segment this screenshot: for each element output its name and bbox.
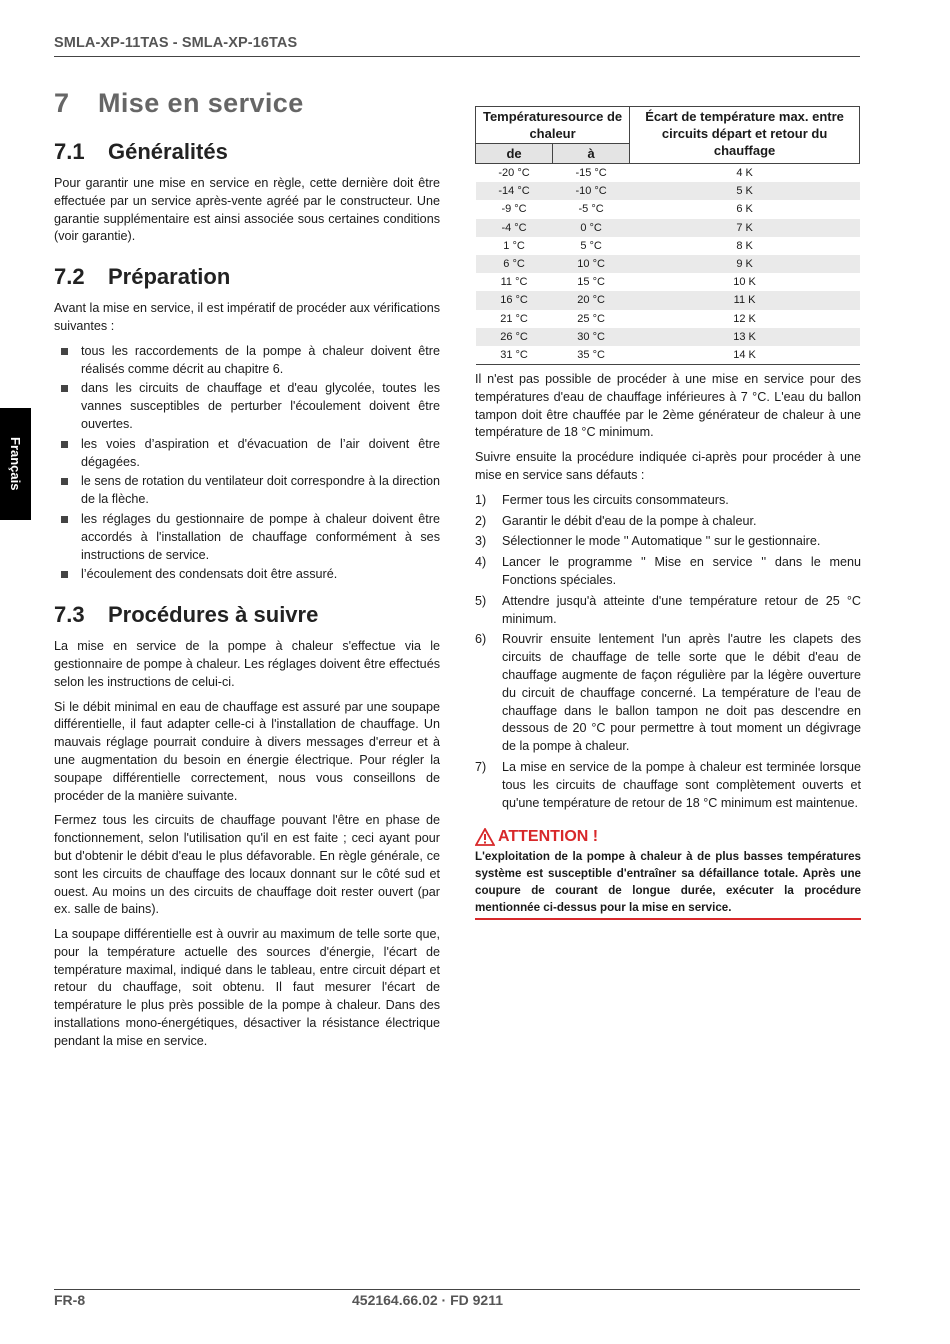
right-column: [475, 106, 861, 920]
step-text: Garantir le débit d'eau de la pompe à chaleur.: [502, 513, 757, 528]
bullet-square-icon: [61, 478, 68, 485]
chapter-number: 7: [54, 88, 70, 118]
temperature-table: [475, 106, 860, 365]
table-cell-de: -4 °C: [476, 219, 553, 237]
attention-heading: [475, 828, 861, 846]
step-text: Attendre jusqu'à atteinte d'une température retour de 25 °C minimum.: [502, 593, 861, 626]
section-title: Préparation: [108, 264, 231, 290]
table-cell-a: -15 °C: [575, 167, 607, 180]
paragraph: Si le débit minimal en eau de chauffage est assuré par une soupape différentielle, il faut adapter celle-ci à l'installation de chauffage. Un mauvais réglage pourrait conduire à divers messages d'erreur et à une augmentation du besoin en énergie électrique. Pour régler la soupape différentielle correctement, nous vous conseillons de procéder de la manière suivante.: [54, 699, 440, 803]
bullet-square-icon: [61, 348, 68, 355]
step-number: 7): [475, 760, 487, 774]
table-cell-a: -5 °C: [578, 203, 604, 216]
warning-triangle-icon: [475, 828, 495, 846]
attention-box: [475, 828, 861, 920]
step-item: [475, 533, 861, 551]
step-item: [475, 513, 861, 531]
table-cell-de: 26 °C: [476, 328, 553, 346]
attention-title: ATTENTION !: [498, 828, 599, 846]
paragraph: La soupape différentielle est à ouvrir au maximum de telle sorte que, pour la température actuelle des sources d'énergie, l'écart de température maximal, indiqué dans le tableau, entre circuit départ et retour du chauffage, soit obtenu. Il faut mesurer l'écart de température le plus près possible de la pompe à chaleur. Dans des installations mono-énergétiques, désactiver la résistance électrique pendant la mise en service.: [54, 927, 440, 1048]
step-number: 6): [475, 632, 487, 647]
table-cell-de: -20 °C: [498, 167, 530, 180]
table-cell-ecart: 4 K: [736, 167, 753, 180]
bullet-square-icon: [61, 385, 68, 392]
table-cell-a: -10 °C: [553, 182, 630, 200]
table-row: [476, 310, 860, 328]
bullet-square-icon: [61, 516, 68, 523]
table-cell-a: 5 °C: [580, 239, 602, 252]
table-cell-de: 1 °C: [503, 239, 525, 252]
table-cell-de: 6 °C: [476, 255, 553, 273]
table-header-ecart: Écart de température max. entre circuits départ et retour du chauffage: [630, 107, 860, 164]
step-number: 1): [475, 492, 487, 507]
paragraph: La mise en service de la pompe à chaleur s'effectue via le gestionnaire de pompe à chaleur. Les réglages doivent être effectués selon les instructions de celui-ci.: [54, 639, 440, 689]
list-item-text: l’écoulement des condensats doit être assuré.: [81, 567, 338, 582]
table-cell-de: -14 °C: [476, 182, 553, 200]
list-item-text: les voies d’aspiration et d'évacuation de l’air doivent être dégagées.: [81, 436, 440, 469]
paragraph: Fermez tous les circuits de chauffage pouvant l'être en phase de fonctionnement, selon l'utilisation qu'il en est faite ; ceci ayant pour but d'obtenir le débit d'eau le plus défavorable. En règle générale, ce sont les circuits de chauffage des locaux donnant sur le côté sud et ouest. Au moins un des circuits de chauffage doit rester ouvert (par ex. salle de bains).: [54, 813, 440, 917]
table-cell-ecart: 7 K: [630, 219, 860, 237]
step-text: La mise en service de la pompe à chaleur est terminée lorsque tous les circuits de chauffage sont complètement ouverts et qu'une température de retour de 18 °C minimum est maintenue.: [502, 760, 861, 810]
table-row: [476, 219, 860, 237]
list-item: [54, 566, 440, 584]
list-item: [54, 380, 440, 433]
table-cell-de: 31 °C: [500, 348, 528, 361]
left-column: [54, 88, 440, 1069]
list-item: [54, 511, 440, 564]
table-row: [476, 291, 860, 309]
table-cell-ecart: 8 K: [736, 239, 753, 252]
list-item: [54, 473, 440, 509]
table-row: [476, 182, 860, 200]
step-number: 2): [475, 513, 487, 528]
step-item: [475, 631, 861, 756]
section-number: 7.1: [54, 139, 85, 164]
right-text-block: [475, 371, 861, 812]
table-row: [476, 237, 860, 255]
table-row: [476, 328, 860, 346]
paragraph: Avant la mise en service, il est impératif de procéder aux vérifications suivantes :: [54, 301, 440, 333]
table-cell-a: 20 °C: [553, 291, 630, 309]
language-side-tab: Français: [0, 408, 31, 520]
section-generalites: [54, 139, 440, 246]
step-item: [475, 554, 861, 590]
section-title: Procédures à suivre: [108, 602, 319, 628]
table-cell-a: 15 °C: [577, 276, 605, 289]
step-text: Lancer le programme '' Mise en service '' dans le menu Fonctions spéciales.: [502, 555, 861, 588]
section-heading: [54, 602, 440, 628]
checklist: [54, 343, 440, 584]
step-item: [475, 759, 861, 812]
paragraph: Il n'est pas possible de procéder à une mise en service pour des températures d'eau de chauffage inférieures à 7 °C. L'eau du ballon tampon doit être chauffée par le 2ème générateur de chaleur à une température de 18 °C minimum.: [475, 372, 861, 440]
table-cell-ecart: 9 K: [630, 255, 860, 273]
table-row: [476, 273, 860, 291]
table-cell-a: 35 °C: [577, 348, 605, 361]
table-cell-a: 25 °C: [577, 312, 605, 325]
table-row: [476, 164, 860, 183]
table-row: [476, 346, 860, 365]
document-header-title: SMLA-XP-11TAS - SMLA-XP-16TAS: [54, 35, 298, 51]
table-cell-de: 16 °C: [476, 291, 553, 309]
chapter-heading: [54, 88, 440, 119]
section-preparation: [54, 264, 440, 584]
step-item: [475, 593, 861, 629]
list-item-text: tous les raccordements de la pompe à chaleur doivent être réalisés comme décrit au chapitre 6.: [81, 343, 440, 376]
table-cell-ecart: 13 K: [630, 328, 860, 346]
paragraph: Pour garantir une mise en service en règle, cette dernière doit être effectuée par un service après-vente agréé par le constructeur. Une garantie supplémentaire est ainsi associée sous certaines conditions (voir garantie).: [54, 176, 440, 244]
table-cell-ecart: 12 K: [733, 312, 756, 325]
table-cell-ecart: 10 K: [733, 276, 756, 289]
table-cell-ecart: 14 K: [733, 348, 756, 361]
table-cell-a: 10 °C: [553, 255, 630, 273]
table-cell-de: 11 °C: [500, 276, 528, 289]
list-item-text: dans les circuits de chauffage et d'eau glycolée, toutes les vannes susceptibles de perturber l'écoulement doivent être ouvertes.: [81, 381, 440, 431]
step-text: Rouvrir ensuite lentement l'un après l'autre les clapets des circuits de chauffage de telle sorte que le débit d'eau de chauffage augmente de façon régulière par la légère ouverture du circuit de chauffage concerné. La température de l'eau de chauffage dans le ballon tampon ne doit pas descendre en dessous de 20 °C pour permettre à tout moment un dégivrage de la pompe à chaleur.: [502, 632, 861, 754]
header-divider: [54, 56, 860, 57]
table-cell-a: 0 °C: [553, 219, 630, 237]
section-heading: [54, 139, 440, 165]
step-number: 5): [475, 593, 487, 608]
attention-text: L'exploitation de la pompe à chaleur à de plus basses températures système est susceptible d'entraîner sa défaillance totale. Après une coupure de courant de longue durée, exécuter la procédure mentionnée ci-dessus pour la mise en service.: [475, 848, 861, 920]
table-row: [476, 255, 860, 273]
table-header-de: de: [476, 144, 553, 164]
section-procedures: [54, 602, 440, 1051]
list-item-text: le sens de rotation du ventilateur doit correspondre à la direction de la flèche.: [81, 474, 440, 507]
procedure-steps: [475, 492, 861, 813]
paragraph: Suivre ensuite la procédure indiquée ci-après pour procéder à une mise en service sans défauts :: [475, 450, 861, 483]
table-header-source: Températuresource de chaleur: [476, 107, 630, 144]
section-title: Généralités: [108, 139, 228, 164]
step-item: [475, 492, 861, 510]
step-number: 3): [475, 534, 487, 549]
section-number: 7.3: [54, 602, 85, 628]
step-text: Sélectionner le mode '' Automatique '' sur le gestionnaire.: [502, 534, 821, 549]
table-body: [476, 164, 860, 365]
table-cell-a: 30 °C: [553, 328, 630, 346]
table-cell-ecart: 6 K: [736, 203, 753, 216]
document-reference: 452164.66.02 · FD 9211: [352, 1292, 504, 1308]
bullet-square-icon: [61, 441, 68, 448]
step-text: Fermer tous les circuits consommateurs.: [502, 492, 729, 507]
section-heading: [54, 264, 440, 290]
chapter-title: Mise en service: [98, 88, 304, 118]
bullet-square-icon: [61, 571, 68, 578]
table-cell-de: 21 °C: [500, 312, 528, 325]
page-number: FR-8: [54, 1292, 86, 1308]
list-item-text: les réglages du gestionnaire de pompe à chaleur doivent être accordés à l'installation de chauffage conformément à ses instructions de service.: [81, 511, 440, 562]
list-item: [54, 436, 440, 472]
list-item: [54, 343, 440, 379]
table-cell-ecart: 11 K: [630, 291, 860, 309]
table-cell-ecart: 5 K: [630, 182, 860, 200]
table-row: [476, 200, 860, 218]
table-header-a: à: [553, 144, 630, 164]
table-cell-de: -9 °C: [501, 203, 527, 216]
footer-divider: [54, 1289, 860, 1290]
section-number: 7.2: [54, 264, 85, 290]
step-number: 4): [475, 555, 487, 570]
